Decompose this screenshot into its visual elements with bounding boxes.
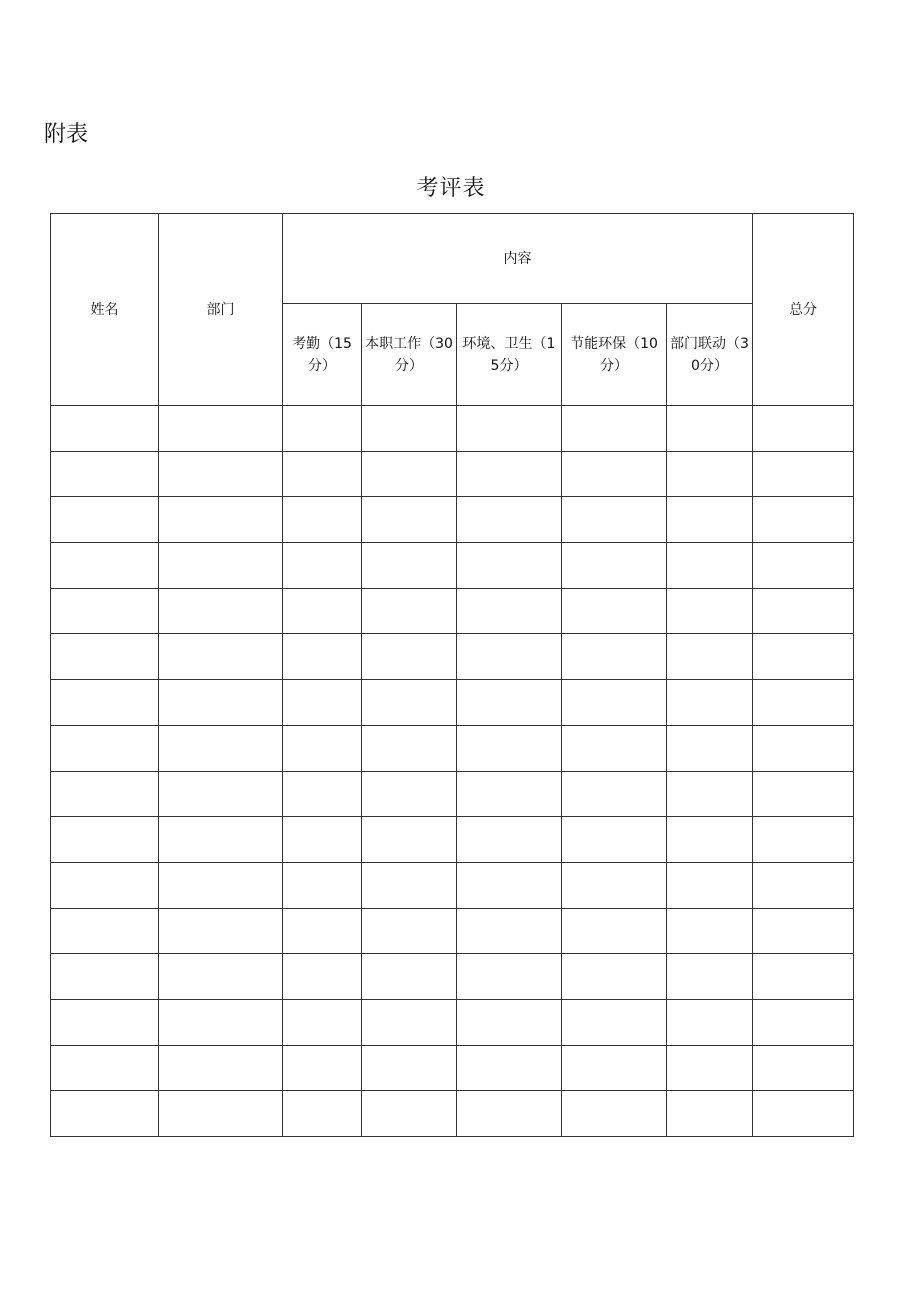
table-cell	[457, 954, 562, 1000]
table-cell	[283, 1045, 362, 1091]
table-cell	[362, 954, 457, 1000]
table-cell	[457, 497, 562, 543]
table-cell	[159, 862, 283, 908]
table-cell	[362, 999, 457, 1045]
table-cell	[159, 543, 283, 589]
table-cell	[283, 908, 362, 954]
table-cell	[562, 406, 667, 452]
table-row	[51, 497, 854, 543]
table-cell	[283, 999, 362, 1045]
table-cell	[457, 817, 562, 863]
table-cell	[753, 1045, 854, 1091]
table-cell	[159, 725, 283, 771]
table-cell	[753, 771, 854, 817]
table-cell	[753, 497, 854, 543]
table-cell	[283, 680, 362, 726]
table-cell	[753, 862, 854, 908]
table-cell	[51, 406, 159, 452]
table-cell	[362, 817, 457, 863]
table-cell	[753, 908, 854, 954]
header-energy-saving	[562, 304, 667, 406]
table-cell	[51, 497, 159, 543]
table-cell	[283, 634, 362, 680]
table-cell	[457, 451, 562, 497]
table-cell	[667, 954, 753, 1000]
table-cell	[283, 771, 362, 817]
table-cell	[283, 588, 362, 634]
table-cell	[562, 999, 667, 1045]
table-row	[51, 771, 854, 817]
table-cell	[159, 1045, 283, 1091]
table-cell	[667, 817, 753, 863]
table-cell	[362, 543, 457, 589]
table-cell	[51, 862, 159, 908]
table-cell	[51, 725, 159, 771]
table-cell	[283, 817, 362, 863]
table-cell	[362, 497, 457, 543]
table-cell	[562, 634, 667, 680]
table-cell	[562, 543, 667, 589]
table-cell	[51, 908, 159, 954]
table-cell	[283, 954, 362, 1000]
table-cell	[51, 1091, 159, 1137]
table-cell	[159, 634, 283, 680]
table-cell	[51, 588, 159, 634]
table-row	[51, 725, 854, 771]
table-cell	[51, 1045, 159, 1091]
table-cell	[457, 588, 562, 634]
table-cell	[457, 1091, 562, 1137]
table-cell	[159, 497, 283, 543]
table-cell	[562, 588, 667, 634]
table-cell	[362, 634, 457, 680]
table-cell	[667, 451, 753, 497]
header-total: 总分	[753, 214, 854, 406]
table-cell	[457, 406, 562, 452]
table-row	[51, 908, 854, 954]
table-row	[51, 451, 854, 497]
table-cell	[753, 634, 854, 680]
table-cell	[283, 451, 362, 497]
header-row-top	[51, 214, 854, 304]
table-cell	[362, 680, 457, 726]
table-cell	[51, 543, 159, 589]
table-cell	[457, 862, 562, 908]
table-cell	[667, 543, 753, 589]
table-cell	[159, 908, 283, 954]
table-cell	[457, 908, 562, 954]
table-cell	[457, 771, 562, 817]
header-name: 姓名	[51, 214, 159, 406]
document-title: 考评表	[416, 176, 486, 201]
table-cell	[283, 406, 362, 452]
table-row	[51, 862, 854, 908]
table-cell	[562, 954, 667, 1000]
table-row	[51, 1091, 854, 1137]
table-cell	[51, 680, 159, 726]
table-cell	[159, 817, 283, 863]
header-department-coordination	[667, 304, 753, 406]
table-cell	[753, 588, 854, 634]
table-cell	[667, 771, 753, 817]
table-cell	[562, 1045, 667, 1091]
table-row	[51, 1045, 854, 1091]
table-cell	[362, 1091, 457, 1137]
table-row	[51, 817, 854, 863]
table-cell	[562, 817, 667, 863]
table-cell	[753, 1091, 854, 1137]
table-cell	[362, 908, 457, 954]
table-cell	[51, 451, 159, 497]
table-body	[51, 406, 854, 1137]
header-attendance	[283, 304, 362, 406]
table-row	[51, 406, 854, 452]
table-cell	[667, 862, 753, 908]
table-cell	[562, 725, 667, 771]
evaluation-table	[50, 213, 854, 1137]
table-cell	[159, 588, 283, 634]
table-cell	[51, 771, 159, 817]
table-cell	[457, 999, 562, 1045]
table-cell	[457, 634, 562, 680]
table-cell	[753, 817, 854, 863]
header-energy-saving-label: 节能环保（10分）	[570, 335, 658, 374]
table-cell	[159, 406, 283, 452]
table-cell	[362, 725, 457, 771]
header-department-coordination-label: 部门联动（30分）	[670, 335, 749, 374]
table-cell	[51, 634, 159, 680]
table-cell	[362, 1045, 457, 1091]
header-own-work	[362, 304, 457, 406]
table-cell	[51, 817, 159, 863]
header-own-work-label: 本职工作（30分）	[365, 335, 453, 374]
table-row	[51, 954, 854, 1000]
table-cell	[562, 862, 667, 908]
table-cell	[753, 451, 854, 497]
table-cell	[667, 680, 753, 726]
table-cell	[753, 406, 854, 452]
table-cell	[667, 908, 753, 954]
header-content: 内容	[283, 214, 753, 304]
table-cell	[362, 771, 457, 817]
table-cell	[159, 680, 283, 726]
table-cell	[753, 680, 854, 726]
table-cell	[457, 1045, 562, 1091]
table-cell	[562, 497, 667, 543]
table-row	[51, 634, 854, 680]
table-cell	[51, 999, 159, 1045]
table-cell	[283, 543, 362, 589]
header-environment-hygiene-label: 环境、卫生（15分）	[462, 335, 556, 374]
table-cell	[562, 1091, 667, 1137]
table-cell	[159, 1091, 283, 1137]
table-row	[51, 588, 854, 634]
header-environment-hygiene	[457, 304, 562, 406]
table-cell	[562, 771, 667, 817]
table-cell	[667, 634, 753, 680]
table-cell	[562, 451, 667, 497]
table-cell	[362, 406, 457, 452]
table-cell	[283, 862, 362, 908]
table-cell	[362, 862, 457, 908]
table-cell	[51, 954, 159, 1000]
table-cell	[667, 725, 753, 771]
table-cell	[562, 680, 667, 726]
table-cell	[283, 497, 362, 543]
table-row	[51, 999, 854, 1045]
table-cell	[457, 725, 562, 771]
table-row	[51, 543, 854, 589]
header-department: 部门	[159, 214, 283, 406]
appendix-label: 附表	[44, 122, 89, 147]
table-cell	[362, 588, 457, 634]
table-cell	[159, 954, 283, 1000]
table-cell	[457, 680, 562, 726]
table-cell	[562, 908, 667, 954]
table-cell	[667, 588, 753, 634]
header-attendance-label: 考勤（15分）	[292, 335, 352, 374]
table-cell	[753, 954, 854, 1000]
table-cell	[457, 543, 562, 589]
table-cell	[753, 543, 854, 589]
table-cell	[667, 1091, 753, 1137]
table-cell	[667, 497, 753, 543]
table-cell	[667, 999, 753, 1045]
table-row	[51, 680, 854, 726]
table-cell	[283, 1091, 362, 1137]
table-cell	[159, 999, 283, 1045]
table-cell	[283, 725, 362, 771]
table-cell	[753, 999, 854, 1045]
table-cell	[362, 451, 457, 497]
table-cell	[667, 1045, 753, 1091]
table-cell	[159, 451, 283, 497]
table-cell	[753, 725, 854, 771]
table-cell	[667, 406, 753, 452]
table-cell	[159, 771, 283, 817]
